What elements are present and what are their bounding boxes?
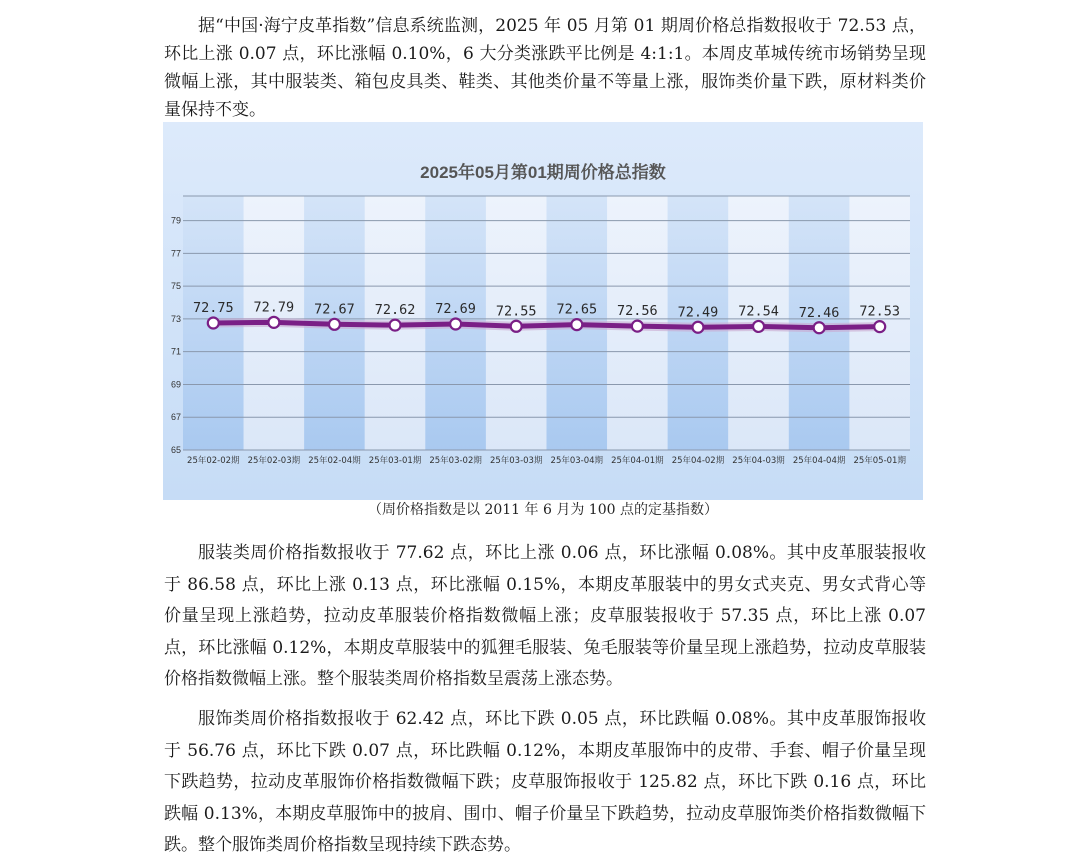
apparel-paragraph: 服装类周价格指数报收于 77.62 点，环比上涨 0.06 点，环比涨幅 0.08%。其中皮革服装报收于 86.58 点，环比上涨 0.13 点，环比涨幅 0.15%，本期皮革服装中的男女式夹克、男女式背心等价量呈现上涨趋势，拉动皮革服装价格指数微幅上涨；皮草服装报收于 57.35 点，环比上涨 0.07 点，环比涨幅 0.12%，本期皮草服装中的狐狸毛服装、兔毛服装等价量呈现上涨趋势，拉动皮草服装价格指数微幅上涨。整个服装类周价格指数呈震荡上涨态势。 xyxy=(164,543,926,689)
x-tick-label: 25年04-04期 xyxy=(792,456,846,466)
data-label: 72.62 xyxy=(374,302,416,319)
y-tick-label: 77 xyxy=(171,248,182,259)
data-point xyxy=(874,321,885,332)
x-tick-label: 25年02-02期 xyxy=(187,456,240,466)
y-tick-label: 73 xyxy=(171,313,182,324)
x-tick-label: 25年04-03期 xyxy=(732,456,785,466)
data-label: 72.69 xyxy=(435,300,476,317)
x-tick-label: 25年02-04期 xyxy=(308,456,361,466)
data-label: 72.46 xyxy=(798,304,840,321)
data-point xyxy=(753,321,764,332)
price-index-chart xyxy=(163,122,923,500)
data-point xyxy=(632,321,643,332)
data-point xyxy=(814,322,825,333)
x-tick-label: 25年03-02期 xyxy=(429,456,482,466)
chart-caption: （周价格指数是以 2011 年 6 月为 100 点的定基指数） xyxy=(368,502,718,518)
intro-paragraph: 据“中国·海宁皮革指数”信息系统监测，2025 年 05 月第 01 期周价格总指数报收于 72.53 点，环比上涨 0.07 点，环比涨幅 0.10%，6 大分类涨跌平比例是 4:1:1。本周皮革城传统市场销势呈现微幅上涨，其中服装类、箱包皮具类、鞋类、其他类价量不等量上涨，服饰类价量下跌，原材料类价量保持不变。 xyxy=(164,16,926,120)
data-label: 72.55 xyxy=(495,303,537,320)
data-label: 72.56 xyxy=(617,303,658,320)
x-tick-label: 25年03-01期 xyxy=(368,456,422,466)
data-label: 72.65 xyxy=(556,301,598,318)
data-label: 72.67 xyxy=(314,301,355,318)
x-tick-label: 25年03-04期 xyxy=(550,456,604,466)
data-label: 72.49 xyxy=(677,304,719,321)
x-tick-label: 25年03-03期 xyxy=(489,456,543,466)
data-point xyxy=(450,318,461,329)
chart-svg xyxy=(163,122,923,500)
chart-title: 2025年05月第01期周价格总指数 xyxy=(420,163,666,182)
data-point xyxy=(208,318,219,329)
data-label: 72.75 xyxy=(192,300,234,316)
data-label: 72.54 xyxy=(738,303,779,320)
x-tick-label: 25年04-01期 xyxy=(611,456,664,466)
y-tick-label: 65 xyxy=(171,445,182,455)
data-point xyxy=(692,322,703,333)
data-point xyxy=(268,317,279,328)
data-label: 72.53 xyxy=(859,303,901,320)
y-tick-label: 75 xyxy=(171,281,182,292)
y-tick-label: 79 xyxy=(171,215,182,226)
y-tick-label: 69 xyxy=(171,379,182,390)
data-point xyxy=(390,320,401,331)
data-point xyxy=(571,319,582,330)
y-tick-label: 71 xyxy=(171,346,182,357)
data-point xyxy=(511,321,522,332)
data-label: 72.79 xyxy=(253,299,295,316)
accessories-paragraph: 服饰类周价格指数报收于 62.42 点，环比下跌 0.05 点，环比跌幅 0.08%。其中皮革服饰报收于 56.76 点，环比下跌 0.07 点，环比跌幅 0.12%，本期皮革服饰中的皮带、手套、帽子价量呈现下跌趋势，拉动皮革服饰价格指数微幅下跌；皮草服饰报收于 125.82 点，环比下跌 0.16 点，环比跌幅 0.13%，本期皮草服饰中的披肩、围巾、帽子价量呈下跌趋势，拉动皮草服饰类价格指数微幅下跌。整个服饰类周价格指数呈现持续下跌态势。 xyxy=(164,709,926,855)
y-tick-label: 67 xyxy=(171,412,182,423)
x-tick-label: 25年02-03期 xyxy=(247,456,301,466)
x-tick-label: 25年04-02期 xyxy=(671,456,725,466)
data-point xyxy=(329,319,340,330)
x-tick-label: 25年05-01期 xyxy=(853,456,906,466)
